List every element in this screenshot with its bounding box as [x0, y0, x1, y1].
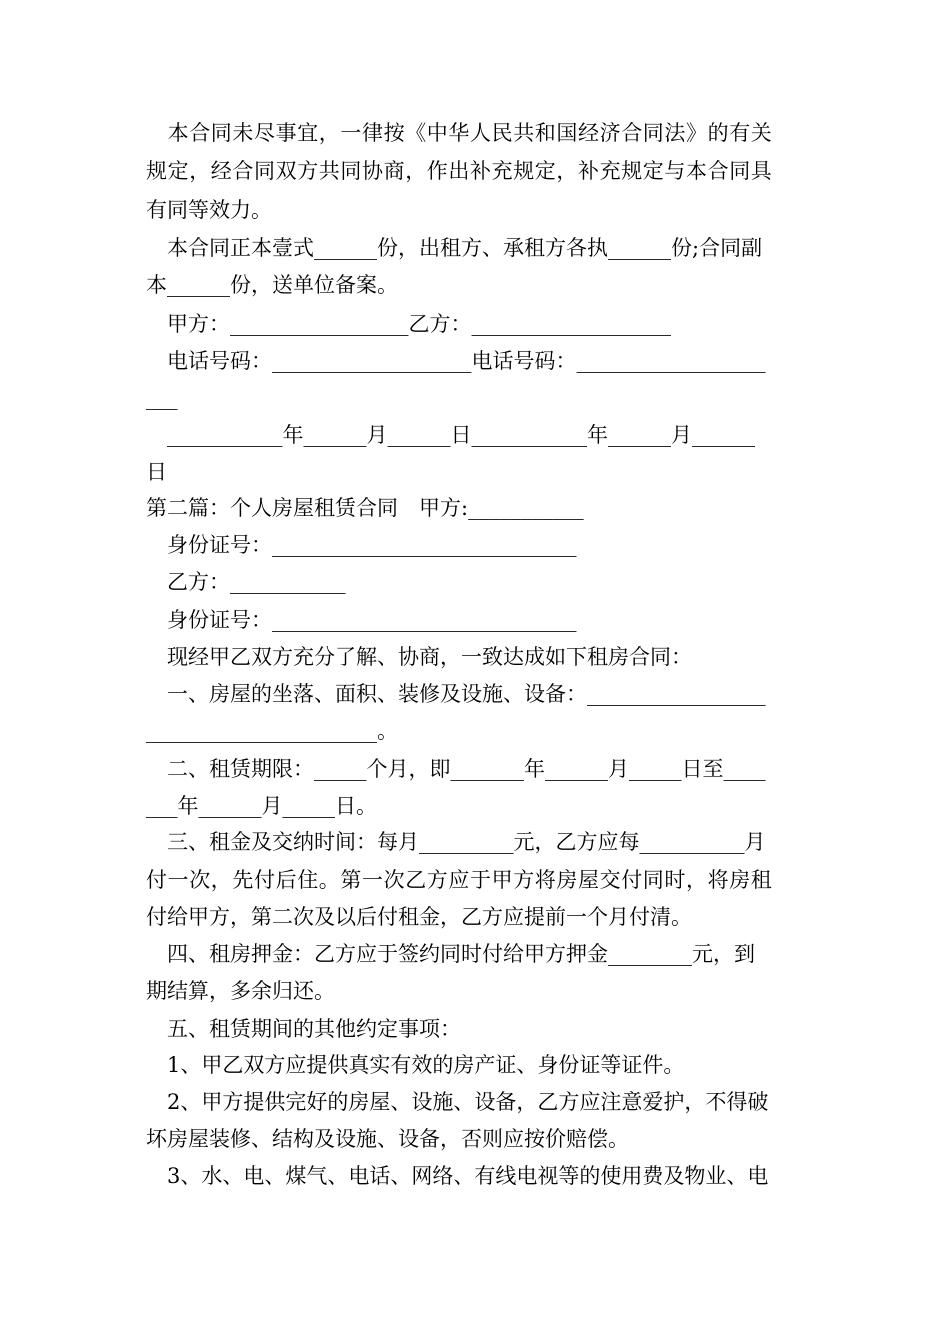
section-title: 第二篇：个人房屋租赁合同 甲方:___________ [146, 496, 584, 520]
text-line: ___年______月_____日。 [146, 794, 377, 818]
id-number-line: 身份证号：_____________________________ [146, 608, 577, 632]
date-line: ___________年______月______日___________年______月______ [146, 423, 755, 447]
text-line: 有同等效力。 [146, 198, 272, 222]
text-line: 本合同未尽事宜，一律按《中华人民共和国经济合同法》的有关 [146, 121, 773, 145]
item-3: 3、水、电、煤气、电话、网络、有线电视等的使用费及物业、电 [146, 1164, 769, 1188]
text-line: ______________________。 [146, 719, 398, 743]
text-line: 本合同正本壹式______份，出租方、承租方各执______份;合同副 [146, 236, 763, 260]
item-1: 1、甲乙双方应提供真实有效的房产证、身份证等证件。 [146, 1053, 685, 1077]
party-b-line: 乙方：___________ [146, 570, 346, 594]
id-number-line: 身份证号：_____________________________ [146, 533, 577, 557]
text-line: 本______份，送单位备案。 [146, 273, 398, 297]
text-line: 规定，经合同双方共同协商，作出补充规定，补充规定与本合同具 [146, 159, 773, 183]
item-2: 2、甲方提供完好的房屋、设施、设备，乙方应注意爱护，不得破 [146, 1090, 769, 1114]
clause-4: 四、租房押金：乙方应于签约同时付给甲方押金________元，到 [146, 942, 755, 966]
text-line: 期结算，多余归还。 [146, 979, 335, 1003]
clause-1: 一、房屋的坐落、面积、装修及设施、设备：_________________ [146, 682, 766, 706]
clause-5: 五、租赁期间的其他约定事项： [146, 1017, 461, 1041]
text-line: 坏房屋装修、结构及设施、设备，否则应按价赔偿。 [146, 1127, 629, 1151]
text-line: 现经甲乙双方充分了解、协商，一致达成如下租房合同： [146, 645, 692, 669]
clause-3: 三、租金及交纳时间：每月_________元，乙方应每__________月 [146, 830, 766, 854]
text-line: ___ [146, 386, 178, 410]
text-line: 付给甲方，第二次及以后付租金，乙方应提前一个月付清。 [146, 905, 692, 929]
phone-line: 电话号码：___________________电话号码：__________________ [146, 349, 766, 373]
clause-2: 二、租赁期限：_____个月，即_______年______月_____日至____ [146, 757, 766, 781]
text-line: 日 [146, 460, 167, 484]
text-line: 付一次，先付后住。第一次乙方应于甲方将房屋交付同时，将房租 [146, 868, 773, 892]
signature-party-line: 甲方：_________________乙方：___________________ [146, 312, 671, 336]
